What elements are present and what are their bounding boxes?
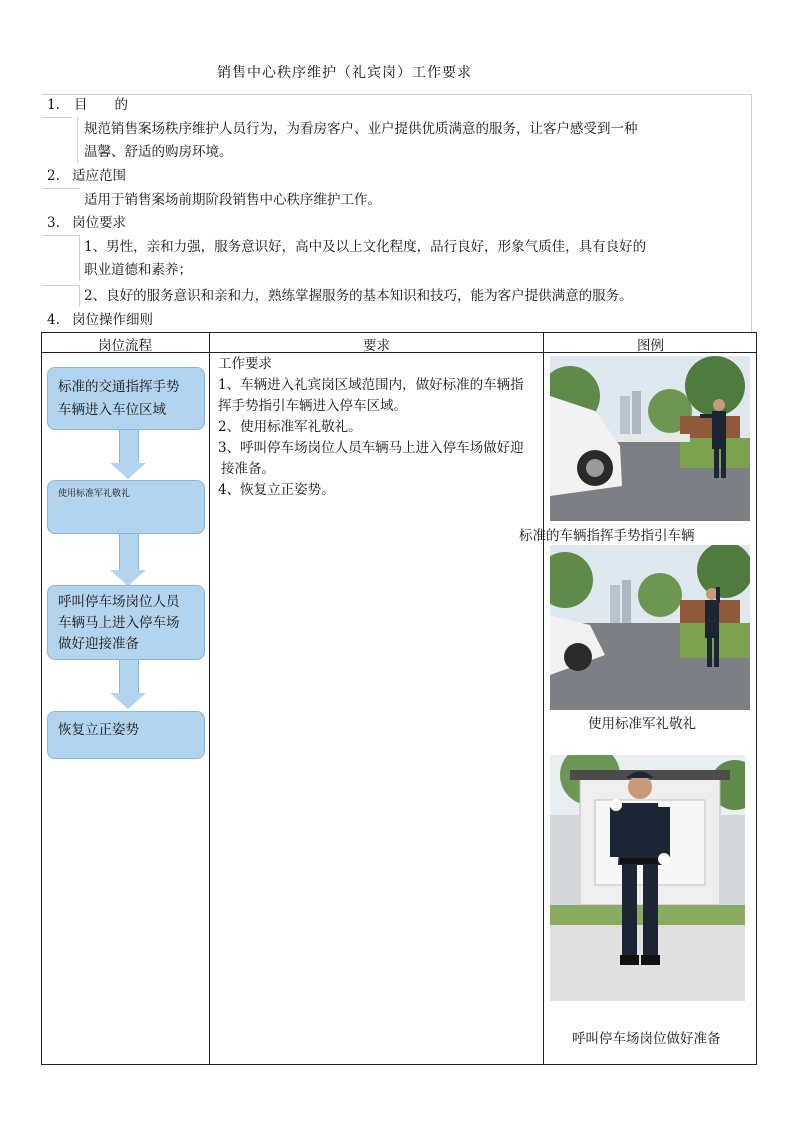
caption-salute: 使用标准军礼敬礼 — [588, 716, 696, 732]
section-1-number: 1. — [47, 97, 60, 113]
requirement-line: 2、使用标准军礼敬礼。 — [218, 419, 362, 435]
caption-traffic-gesture: 标准的车辆指挥手势指引车辆 — [519, 528, 695, 544]
flow-step-text: 呼叫停车场岗位人员 — [58, 594, 180, 610]
caption-attention-stance: 呼叫停车场岗位做好准备 — [572, 1031, 721, 1047]
divider — [77, 117, 78, 163]
table-border — [209, 332, 210, 1065]
divider — [42, 188, 80, 189]
requirement-line: 接准备。 — [221, 461, 275, 477]
section-1-body — [84, 118, 638, 164]
section-3-title: 岗位要求 — [72, 215, 126, 231]
section-2-title: 适应范围 — [72, 168, 126, 184]
section-3-item-1-line: 1、男性，亲和力强，服务意识好，高中及以上文化程度，品行良好，形象气质佳，具有良好的 — [84, 239, 647, 255]
section-1-title: 目 的 — [74, 97, 128, 113]
divider — [751, 94, 752, 334]
table-border — [41, 332, 42, 1065]
divider — [42, 117, 72, 118]
section-3-item-2: 2、良好的服务意识和亲和力，熟练掌握服务的基本知识和技巧，能为客户提供满意的服务。 — [84, 288, 633, 304]
flow-step-text: 车辆进入车位区域 — [58, 402, 166, 418]
table-header-illustration: 图例 — [637, 338, 664, 354]
requirement-line: 4、恢复立正姿势。 — [218, 482, 335, 498]
table-border — [41, 1064, 756, 1065]
photo-salute — [550, 545, 750, 710]
section-3-item-1 — [84, 236, 646, 282]
flow-step-4 — [47, 711, 205, 759]
flow-step-text: 标准的交通指挥手势 — [58, 379, 180, 395]
flow-step-text: 恢复立正姿势 — [58, 722, 139, 738]
flow-step-text: 车辆马上进入停车场 — [58, 615, 180, 631]
section-1-body-line: 规范销售案场秩序维护人员行为，为看房客户、业户提供优质满意的服务，让客户感受到一种 — [84, 121, 638, 137]
requirement-line: 挥手势指引车辆进入停车区域。 — [218, 398, 407, 414]
flow-arrow — [110, 534, 146, 586]
flow-arrow — [110, 660, 146, 709]
table-header-flow: 岗位流程 — [98, 338, 152, 354]
section-4-number: 4. — [47, 312, 60, 328]
flow-step-text: 做好迎接准备 — [58, 636, 139, 652]
table-border — [543, 332, 544, 1065]
table-border — [41, 332, 757, 333]
flow-arrow — [110, 430, 146, 479]
section-4-title: 岗位操作细则 — [72, 312, 153, 328]
section-3-number: 3. — [47, 215, 60, 231]
section-2-body: 适用于销售案场前期阶段销售中心秩序维护工作。 — [84, 192, 381, 208]
divider — [42, 94, 752, 95]
divider — [42, 285, 80, 286]
requirement-line: 3、呼叫停车场岗位人员车辆马上进入停车场做好迎 — [218, 440, 524, 456]
photo-attention-stance — [550, 755, 745, 1001]
requirements-heading: 工作要求 — [218, 356, 272, 372]
section-1-body-line: 温馨、舒适的购房环境。 — [84, 144, 233, 160]
divider — [79, 285, 80, 307]
table-header-requirements: 要求 — [363, 338, 390, 354]
flow-step-text: 使用标准军礼敬礼 — [58, 489, 131, 499]
requirement-line: 1、车辆进入礼宾岗区域范围内，做好标准的车辆指 — [218, 377, 524, 393]
flow-step-2 — [47, 480, 205, 534]
flow-step-3 — [47, 585, 205, 660]
flow-step-1 — [47, 367, 205, 430]
document-title: 销售中心秩序维护（礼宾岗）工作要求 — [217, 65, 472, 81]
section-2-number: 2. — [47, 168, 60, 184]
section-3-item-1-line: 职业道德和素养； — [84, 262, 192, 278]
divider — [79, 235, 80, 281]
table-border — [756, 332, 757, 1065]
divider — [42, 235, 80, 236]
photo-traffic-gesture — [550, 356, 750, 521]
